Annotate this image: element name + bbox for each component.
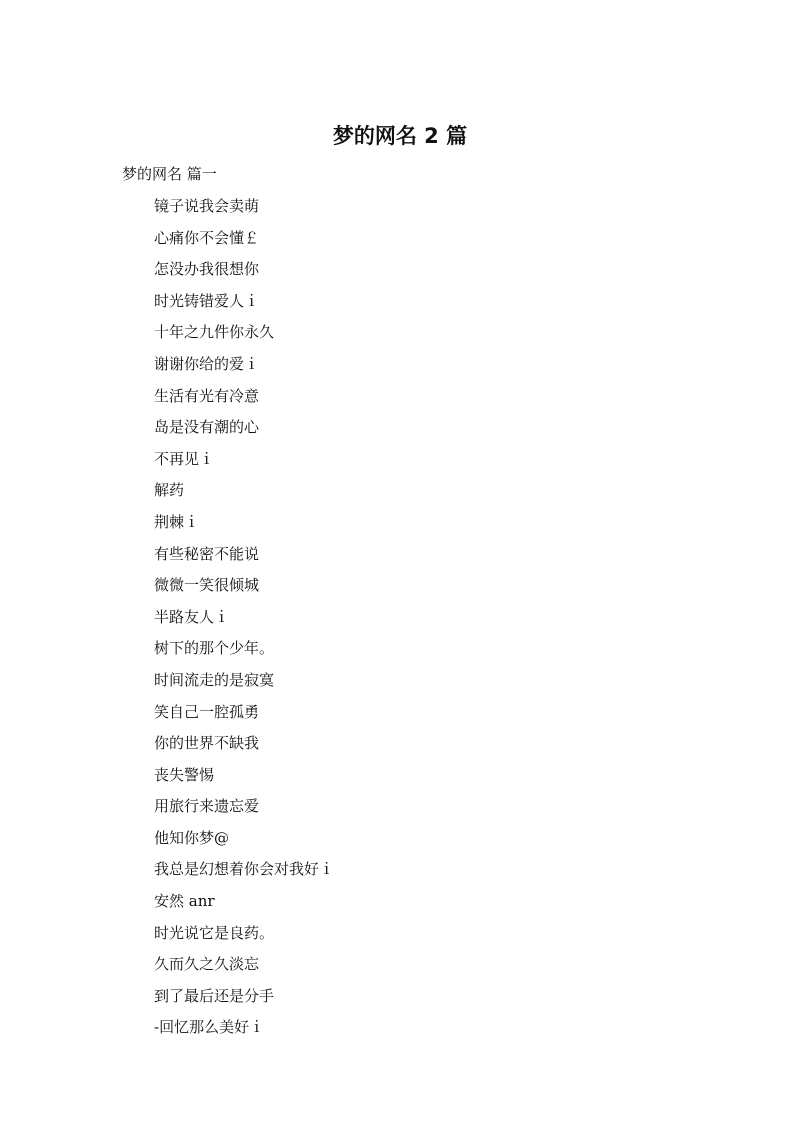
list-item: 他知你梦@ bbox=[154, 828, 230, 847]
list-item: 荆棘ｉ bbox=[154, 512, 200, 531]
list-item: 树下的那个少年。 bbox=[154, 639, 275, 658]
list-item: 不再见ｉ bbox=[154, 449, 215, 468]
list-item: 半路友人ｉ bbox=[154, 607, 230, 626]
list-item: 微微一笑很倾城 bbox=[154, 576, 260, 595]
list-item: 心痛你不会懂￡ bbox=[154, 228, 260, 247]
list-item: 生活有光有冷意 bbox=[154, 386, 260, 405]
list-item: 我总是幻想着你会对我好ｉ bbox=[154, 860, 335, 879]
list-item: -回忆那么美好ｉ bbox=[154, 1018, 265, 1037]
list-item: 笑自己一腔孤勇 bbox=[154, 702, 260, 721]
list-item: 有些秘密不能说 bbox=[154, 544, 260, 563]
list-item: 时光铸错爱人ｉ bbox=[154, 291, 260, 310]
list-item: 岛是没有潮的心 bbox=[154, 418, 260, 437]
list-item: 丧失警惕 bbox=[154, 765, 215, 784]
list-item: 怎没办我很想你 bbox=[154, 260, 260, 279]
list-item: 安然 anr bbox=[154, 892, 215, 911]
section-heading: 梦的网名 篇一 bbox=[122, 165, 217, 183]
document-title: 梦的网名 2 篇 bbox=[332, 124, 468, 148]
list-item: 久而久之久淡忘 bbox=[154, 955, 260, 974]
list-item: 到了最后还是分手 bbox=[154, 986, 275, 1005]
list-item: 用旅行来遗忘爱 bbox=[154, 797, 260, 816]
list-item: 你的世界不缺我 bbox=[154, 734, 260, 753]
list-item: 十年之九件你永久 bbox=[154, 323, 275, 342]
list-item: 谢谢你给的爱ｉ bbox=[154, 354, 260, 373]
list-item: 时间流走的是寂寞 bbox=[154, 670, 275, 689]
list-item: 解药 bbox=[154, 481, 185, 500]
list-item: 镜子说我会卖萌 bbox=[154, 197, 260, 215]
list-item: 时光说它是良药。 bbox=[154, 923, 275, 942]
nickname-list bbox=[154, 192, 334, 1045]
